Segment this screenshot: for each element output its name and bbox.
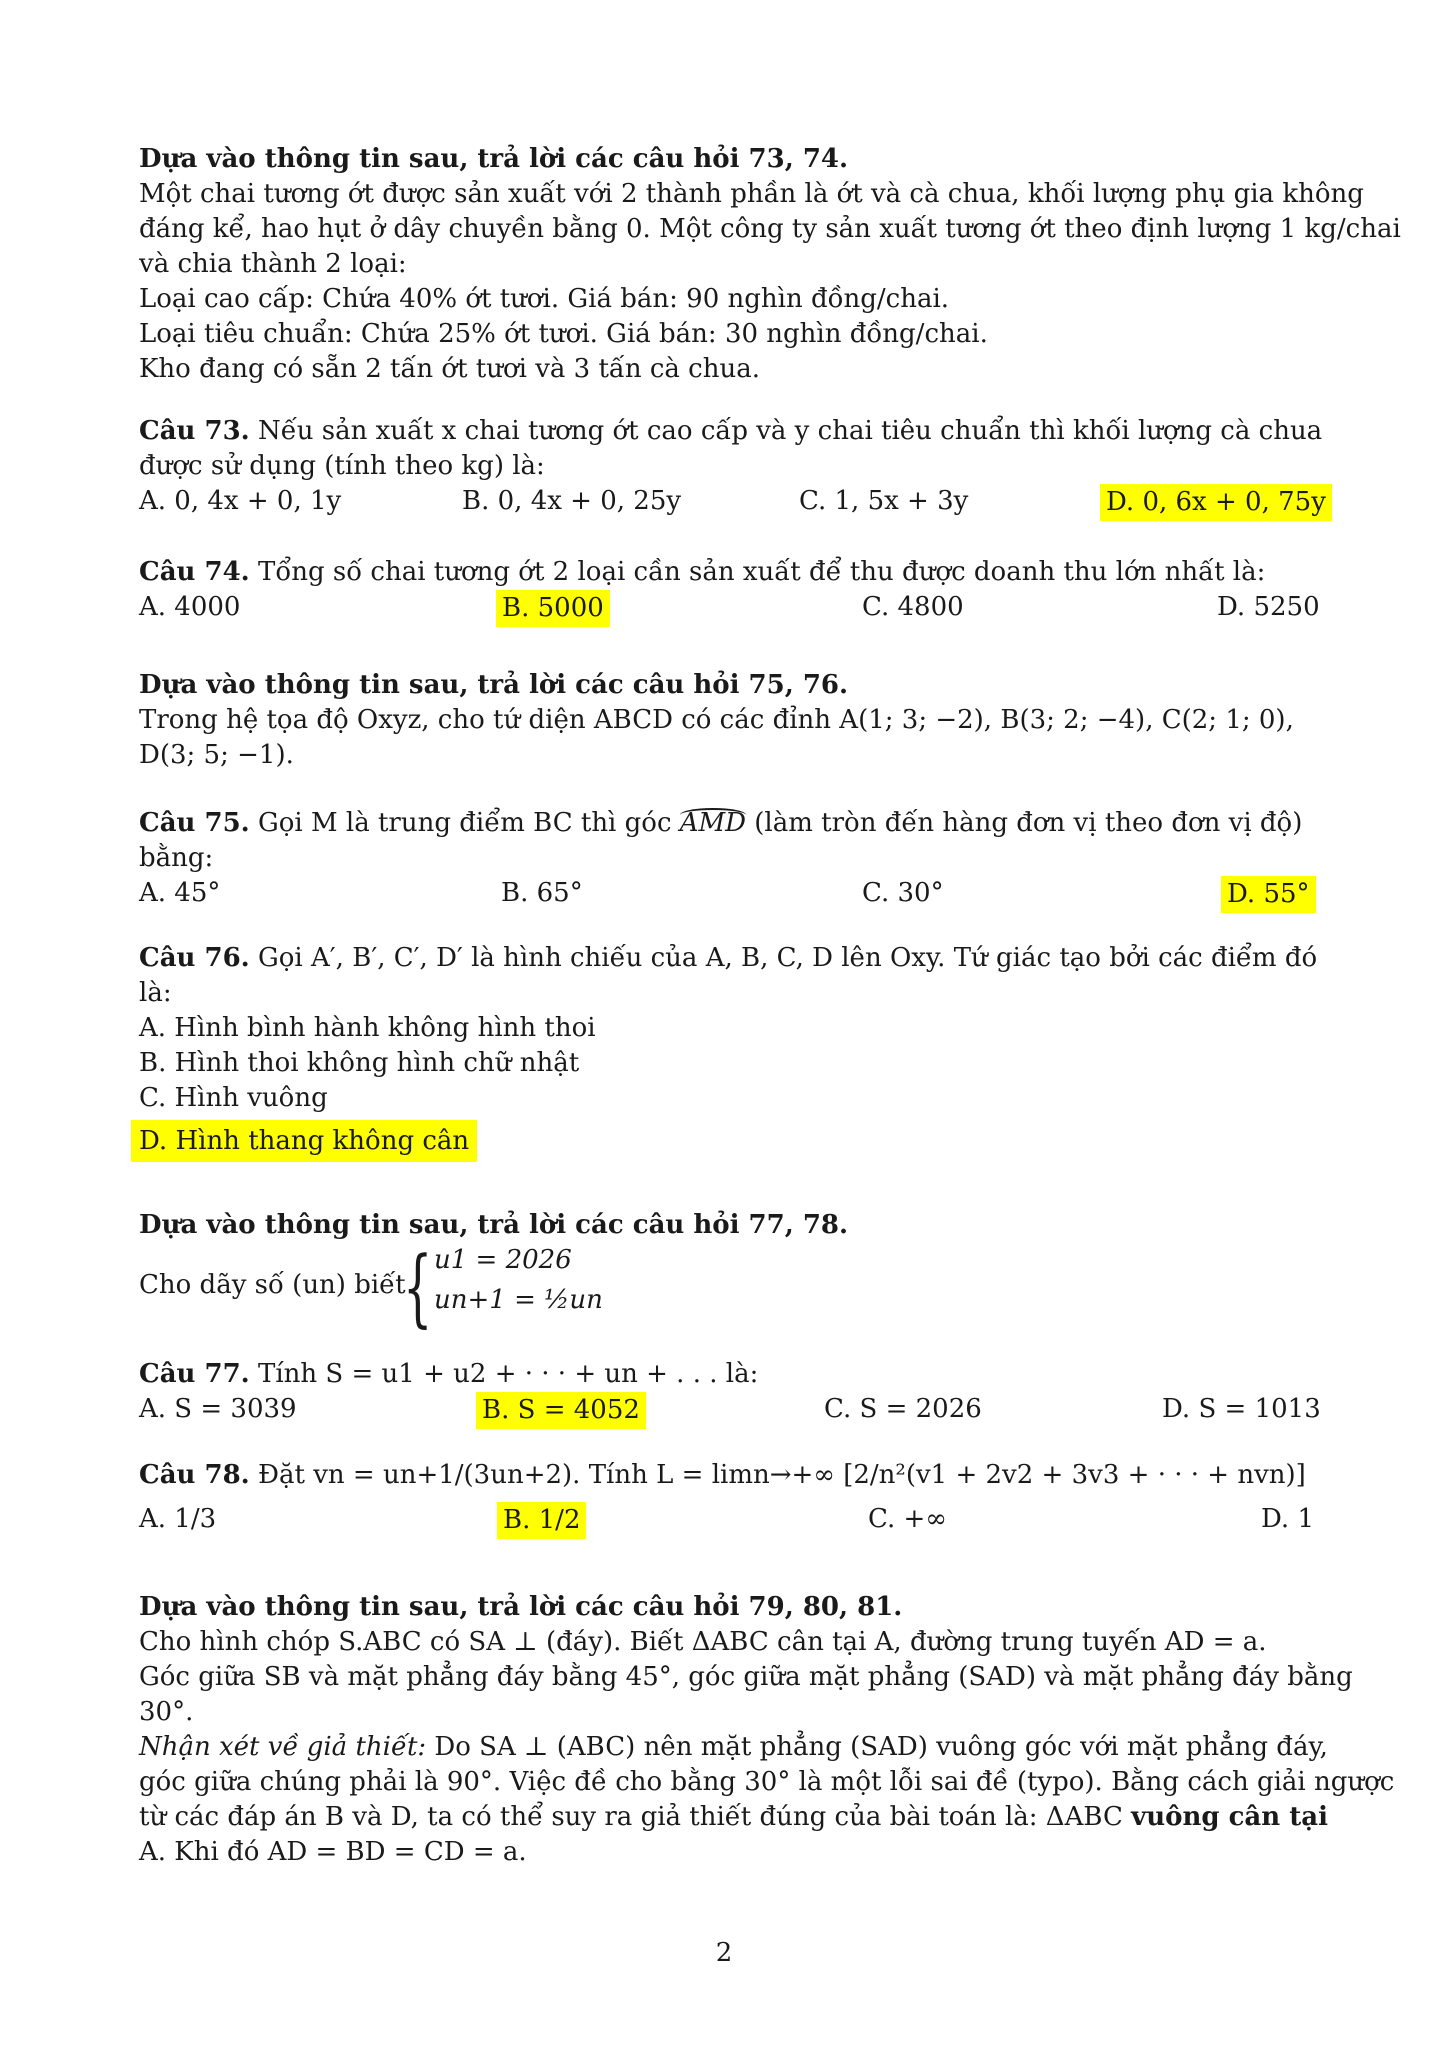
- option-b[interactable]: B. 65°: [501, 878, 583, 908]
- option-b[interactable]: B. 0, 4x + 0, 25y: [462, 486, 682, 516]
- section-heading: Dựa vào thông tin sau, trả lời các câu hỏi 73, 74.: [139, 144, 849, 174]
- page-number: 2: [715, 1938, 733, 1968]
- left-brace-icon: {: [403, 1238, 433, 1336]
- option-a[interactable]: A. Hình bình hành không hình thoi: [139, 1013, 596, 1043]
- options-75: [139, 876, 1319, 911]
- option-b-correct[interactable]: B. 1/2: [497, 1502, 586, 1539]
- question-text: Nếu sản xuất x chai tương ớt cao cấp và y chai tiêu chuẩn thì khối lượng cà chua: [258, 416, 1323, 446]
- option-d[interactable]: D. 5250: [1217, 592, 1320, 622]
- paragraph-line: D(3; 5; −1).: [139, 740, 294, 770]
- question-text: được sử dụng (tính theo kg) là:: [139, 451, 545, 481]
- option-a[interactable]: A. 45°: [139, 878, 221, 908]
- section-heading: Dựa vào thông tin sau, trả lời các câu hỏi 75, 76.: [139, 670, 849, 700]
- section-heading: Dựa vào thông tin sau, trả lời các câu hỏi 77, 78.: [139, 1210, 849, 1240]
- sequence-eq-1: u1 = 2026: [434, 1245, 572, 1275]
- option-c[interactable]: C. +∞: [868, 1504, 947, 1534]
- info-block-79-81: [139, 1590, 1395, 1870]
- question-77: [139, 1357, 1319, 1392]
- paragraph-line: Kho đang có sẵn 2 tấn ớt tươi và 3 tấn cà chua.: [139, 354, 761, 384]
- note-text: từ các đáp án B và D, ta có thể suy ra giả thiết đúng của bài toán là: ΔABC: [139, 1802, 1123, 1832]
- options-73: [139, 484, 1326, 519]
- paragraph-line: đáng kể, hao hụt ở dây chuyền bằng 0. Một công ty sản xuất tương ớt theo định lượng 1 kg/chai: [139, 214, 1401, 244]
- note-text: góc giữa chúng phải là 90°. Việc đề cho bằng 30° là một lỗi sai đề (typo). Bằng cách giải ngược: [139, 1767, 1395, 1797]
- question-75: [139, 806, 1319, 876]
- section-heading: Dựa vào thông tin sau, trả lời các câu hỏi 79, 80, 81.: [139, 1592, 903, 1622]
- question-text: Tổng số chai tương ớt 2 loại cần sản xuất để thu được doanh thu lớn nhất là:: [258, 557, 1266, 587]
- options-74: [139, 590, 1319, 625]
- option-a[interactable]: A. 1/3: [139, 1504, 217, 1534]
- paragraph-line: 30°.: [139, 1697, 194, 1727]
- question-text: Gọi A′, B′, C′, D′ là hình chiếu của A, B, C, D lên Oxy. Tứ giác tạo bởi các điểm đó: [258, 943, 1318, 973]
- paragraph-line: và chia thành 2 loại:: [139, 249, 407, 279]
- question-label: Câu 74.: [139, 557, 250, 587]
- info-block-75-76: [139, 668, 1319, 773]
- question-text: là:: [139, 978, 172, 1008]
- options-77: [139, 1392, 1319, 1427]
- sequence-eq-2: un+1 = ½un: [434, 1285, 603, 1315]
- question-label: Câu 73.: [139, 416, 250, 446]
- question-74: [139, 555, 1319, 590]
- question-label: Câu 76.: [139, 943, 250, 973]
- question-76: [139, 941, 1319, 1155]
- paragraph-line: Một chai tương ớt được sản xuất với 2 thành phần là ớt và cà chua, khối lượng phụ gia không: [139, 179, 1364, 209]
- info-block-77-78: [139, 1208, 1319, 1243]
- paragraph-line: Cho hình chóp S.ABC có SA ⊥ (đáy). Biết ΔABC cân tại A, đường trung tuyến AD = a.: [139, 1627, 1267, 1657]
- paragraph-line: Góc giữa SB và mặt phẳng đáy bằng 45°, góc giữa mặt phẳng (SAD) và mặt phẳng đáy bằng: [139, 1662, 1353, 1692]
- question-text: (làm tròn đến hàng đơn vị theo đơn vị độ): [754, 808, 1303, 838]
- info-block-73-74: [139, 142, 1401, 387]
- option-d-correct[interactable]: D. 55°: [1221, 876, 1316, 913]
- option-c[interactable]: C. 30°: [862, 878, 944, 908]
- option-a[interactable]: A. 0, 4x + 0, 1y: [139, 486, 342, 516]
- option-d-correct[interactable]: D. Hình thang không cân: [131, 1120, 477, 1162]
- question-label: Câu 75.: [139, 808, 250, 838]
- option-c[interactable]: C. 4800: [862, 592, 964, 622]
- options-78: [139, 1502, 1319, 1537]
- question-label: Câu 77.: [139, 1359, 250, 1389]
- note-label: Nhận xét về giả thiết:: [139, 1732, 427, 1762]
- option-c[interactable]: C. Hình vuông: [139, 1083, 328, 1113]
- question-text: bằng:: [139, 843, 214, 873]
- option-b-correct[interactable]: B. S = 4052: [476, 1392, 646, 1429]
- option-b-correct[interactable]: B. 5000: [496, 590, 610, 627]
- option-b[interactable]: B. Hình thoi không hình chữ nhật: [139, 1048, 580, 1078]
- option-d-correct[interactable]: D. 0, 6x + 0, 75y: [1100, 484, 1332, 521]
- note-text: A. Khi đó AD = BD = CD = a.: [139, 1837, 527, 1867]
- angle-amd: AMD: [680, 806, 746, 841]
- question-text: Gọi M là trung điểm BC thì góc: [258, 808, 672, 838]
- paragraph-line: Loại tiêu chuẩn: Chứa 25% ớt tươi. Giá bán: 30 nghìn đồng/chai.: [139, 319, 988, 349]
- question-text: Đặt vn = un+1/(3un+2). Tính L = limn→+∞ [2/n²(v1 + 2v2 + 3v3 + · · · + nvn)]: [258, 1460, 1306, 1490]
- option-d[interactable]: D. S = 1013: [1162, 1394, 1321, 1424]
- sequence-lead: Cho dãy số (un) biết: [139, 1270, 406, 1300]
- option-c[interactable]: C. 1, 5x + 3y: [799, 486, 969, 516]
- paragraph-line: Trong hệ tọa độ Oxyz, cho tứ diện ABCD có các đỉnh A(1; 3; −2), B(3; 2; −4), C(2; 1; 0),: [139, 705, 1294, 735]
- option-a[interactable]: A. S = 3039: [139, 1394, 297, 1424]
- question-text: Tính S = u1 + u2 + · · · + un + . . . là:: [258, 1359, 759, 1389]
- option-c[interactable]: C. S = 2026: [824, 1394, 982, 1424]
- question-73: [139, 414, 1323, 484]
- question-label: Câu 78.: [139, 1460, 250, 1490]
- option-d[interactable]: D. 1: [1261, 1504, 1314, 1534]
- note-emphasis: vuông cân tại: [1131, 1802, 1328, 1832]
- question-78: [139, 1458, 1319, 1493]
- paragraph-line: Loại cao cấp: Chứa 40% ớt tươi. Giá bán: 90 nghìn đồng/chai.: [139, 284, 950, 314]
- option-a[interactable]: A. 4000: [139, 592, 241, 622]
- note-text: Do SA ⊥ (ABC) nên mặt phẳng (SAD) vuông góc với mặt phẳng đáy,: [434, 1732, 1328, 1762]
